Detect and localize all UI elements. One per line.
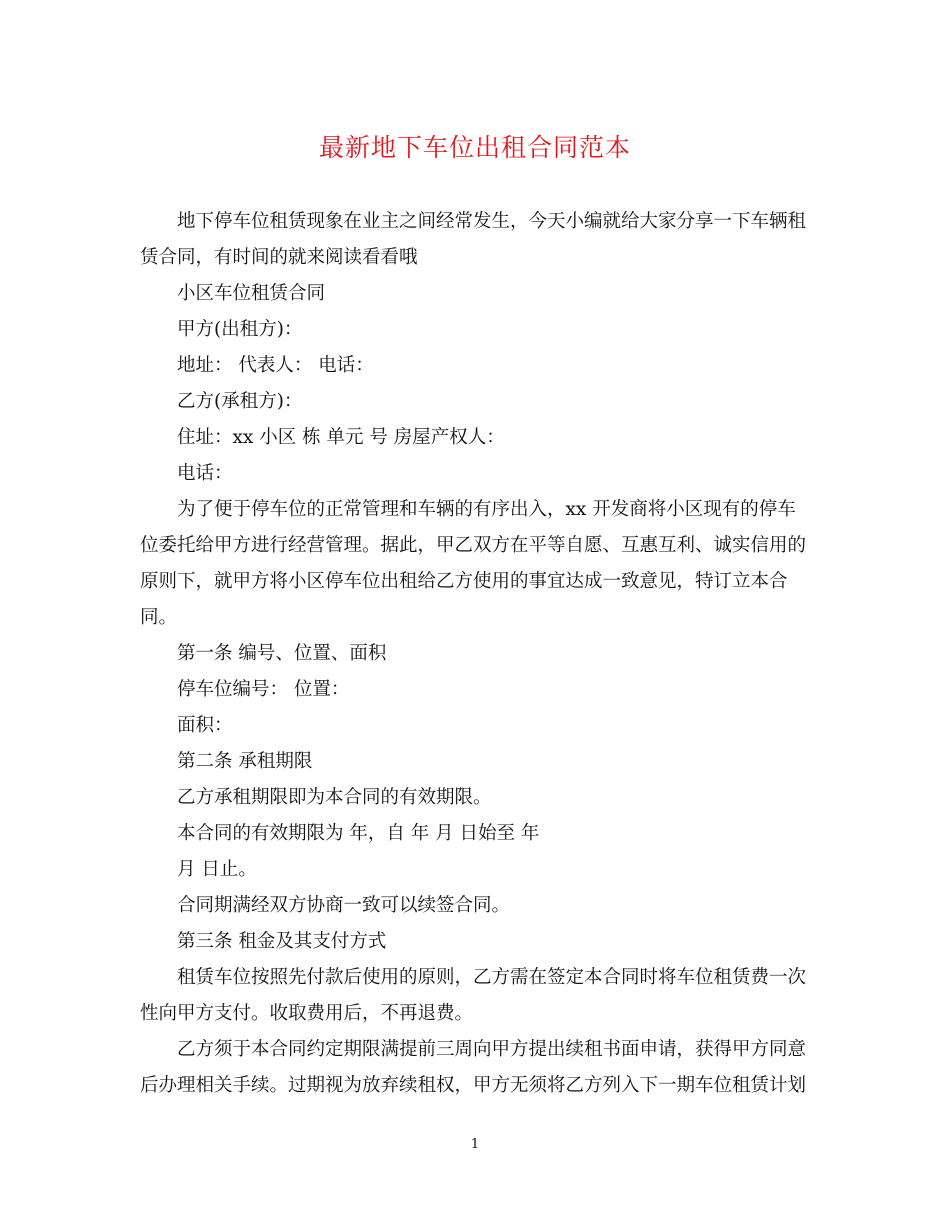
paragraph-renewal: 合同期满经双方协商一致可以续签合同。 (177, 895, 511, 916)
paragraph-validity: 本合同的有效期限为 年，自 年 月 日始至 年 (177, 823, 540, 844)
paragraph-party-b-residence: 住址：xx 小区 栋 单元 号 房屋产权人： (177, 427, 505, 448)
paragraph-party-b-phone: 电话： (177, 463, 233, 484)
paragraph-contract-name: 小区车位租赁合同 (177, 283, 326, 304)
paragraph-preamble: 为了便于停车位的正常管理和车辆的有序出入，xx 开发商将小区现有的停车位委托给甲方进行经营管理。据此，甲乙双方在平等自愿、互惠互利、诚实信用的原则下，就甲方将小区停车位出租给乙方使用的事宜达成一致意见，特订立本合同。 (140, 499, 807, 628)
paragraph-area: 面积： (177, 715, 233, 736)
paragraph-payment: 租赁车位按照先付款后使用的原则，乙方需在签定本合同时将车位租赁费一次性向甲方支付。收取费用后，不再退费。 (140, 967, 807, 1024)
document-title: 最新地下车位出租合同范本 (318, 133, 631, 162)
paragraph-article-3-heading: 第三条 租金及其支付方式 (177, 931, 387, 952)
paragraph-intro: 地下停车位租赁现象在业主之间经常发生，今天小编就给大家分享一下车辆租赁合同，有时间的就来阅读看看哦 (140, 211, 807, 268)
paragraph-party-a: 甲方(出租方)： (177, 319, 303, 340)
paragraph-term: 乙方承租期限即为本合同的有效期限。 (177, 787, 492, 808)
paragraph-party-b: 乙方(承租方)： (177, 391, 303, 412)
paragraph-party-a-address: 地址： 代表人： 电话： (177, 355, 374, 376)
page-number: 1 (470, 1137, 480, 1152)
paragraph-space-number: 停车位编号： 位置： (177, 679, 350, 700)
document-body (140, 204, 812, 1104)
paragraph-renewal-application: 乙方须于本合同约定期限满提前三周向甲方提出续租书面申请，获得甲方同意后办理相关手续。过期视为放弃续租权，甲方无须将乙方列入下一期车位租赁计划 (140, 1039, 807, 1096)
paragraph-article-2-heading: 第二条 承租期限 (177, 751, 313, 772)
paragraph-validity-end: 月 日止。 (177, 859, 257, 880)
paragraph-article-1-heading: 第一条 编号、位置、面积 (177, 643, 387, 664)
